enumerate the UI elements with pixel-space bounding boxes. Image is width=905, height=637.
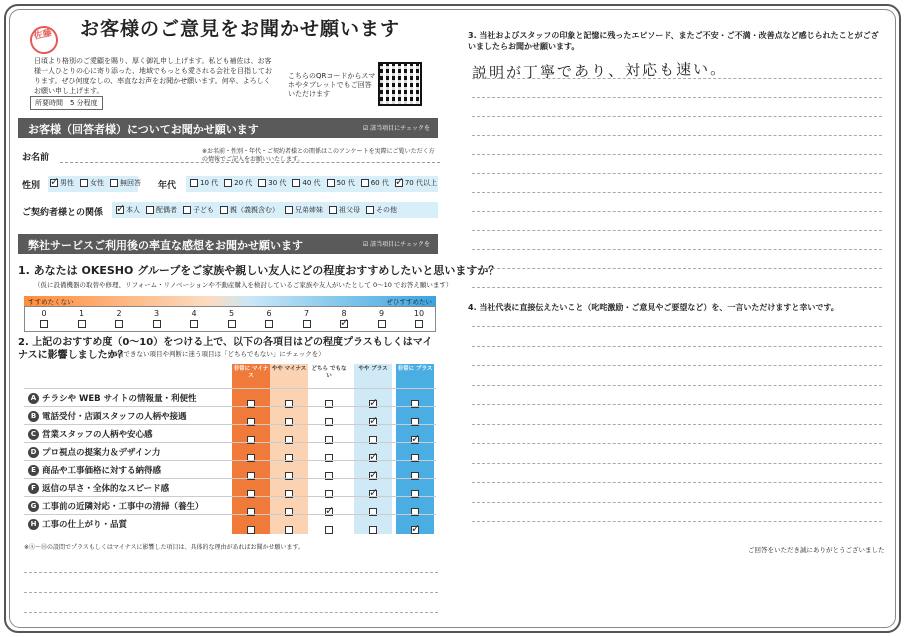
check-mark-icon: ✓ — [50, 175, 60, 188]
gender-checkbox[interactable] — [50, 175, 60, 188]
answer-line — [472, 268, 882, 269]
relation-option-label: 配偶者 — [156, 206, 177, 214]
check-mark-icon: ✓ — [369, 396, 379, 409]
score-checkbox[interactable] — [415, 320, 423, 328]
relation-option-label: 祖父母 — [339, 206, 360, 214]
relation-checkbox[interactable] — [220, 206, 228, 214]
score-option[interactable] — [250, 309, 288, 328]
check-hint: ☑ 該当項目にチェックを — [362, 241, 430, 248]
matrix-row — [24, 478, 436, 499]
item-letter-badge: F — [28, 483, 39, 494]
scale-high-label: ぜひすすめたい — [386, 298, 432, 306]
section-customer-header — [18, 118, 438, 138]
age-option[interactable] — [190, 178, 218, 188]
matrix-checkbox[interactable] — [369, 526, 377, 534]
answer-line — [472, 116, 882, 117]
gender-option[interactable] — [80, 178, 104, 188]
relation-option[interactable] — [116, 202, 140, 215]
age-option[interactable] — [327, 178, 355, 188]
score-label: 5 — [228, 309, 235, 318]
gender-option-label: 男性 — [60, 179, 74, 187]
answer-line — [472, 135, 882, 136]
relation-option[interactable] — [366, 205, 397, 215]
score-option[interactable] — [288, 309, 326, 328]
footnote: ※Ⓐ〜Ⓗの設問でプラスもしくはマイナスに影響した項目は、具体的な理由があればお聞かせ願います。 — [24, 544, 305, 551]
item-letter-badge: H — [28, 519, 39, 530]
matrix-row — [24, 406, 436, 427]
matrix-column-header: どちら でもない — [311, 366, 347, 379]
score-label: 1 — [78, 309, 85, 318]
item-label: チラシや WEB サイトの情報量・利便性 — [42, 394, 197, 404]
matrix-row-label — [28, 500, 204, 512]
age-checkbox[interactable] — [224, 179, 232, 187]
age-label: 年代 — [158, 181, 177, 191]
gender-option[interactable] — [110, 178, 141, 188]
gender-checkbox[interactable] — [110, 179, 118, 187]
item-label: 工事前の近隣対応・工事中の清掃（養生） — [42, 502, 204, 512]
privacy-note: ※お名前・性別・年代・ご契約者様との関係はこのアンケートを実際にご覧いただく方の情報でご記入をお願いいたします。 — [202, 148, 435, 163]
answer-line — [472, 192, 882, 193]
matrix-column-header: やや マイナス — [271, 366, 307, 372]
age-options — [190, 175, 437, 188]
check-mark-icon: ✓ — [411, 432, 421, 445]
score-checkbox[interactable] — [265, 320, 273, 328]
question-2-note: （評価できない項目や判断に迷う項目は「どちらでもない」にチェックを） — [104, 350, 325, 358]
check-mark-icon: ✓ — [340, 316, 350, 329]
score-option[interactable] — [138, 309, 176, 328]
matrix-row-label — [28, 464, 161, 476]
item-letter-badge: C — [28, 429, 39, 440]
relation-option-label: 子ども — [193, 206, 214, 214]
answer-line — [472, 154, 882, 155]
check-mark-icon: ✓ — [116, 202, 126, 215]
qr-code-icon[interactable] — [378, 62, 422, 106]
question-3-handwritten-answer[interactable]: 説明が丁寧であり、対応も速い。 — [471, 59, 728, 83]
answer-line — [472, 463, 882, 464]
relation-option-label: 本人 — [126, 206, 140, 214]
matrix-row-label — [28, 446, 160, 458]
age-checkbox[interactable] — [190, 179, 198, 187]
matrix-cell — [285, 519, 295, 538]
matrix-row — [24, 442, 436, 463]
section-feedback-title: 弊社サービスご利用後の率直な感想をお聞かせ願います — [28, 239, 303, 252]
score-label: 8 — [341, 309, 347, 318]
thanks-text: ご回答をいただき誠にありがとうございました — [748, 546, 885, 554]
relation-checkbox[interactable] — [116, 202, 126, 215]
score-checkbox[interactable] — [78, 320, 86, 328]
answer-line — [472, 385, 882, 386]
relation-checkbox[interactable] — [146, 206, 154, 214]
answer-line — [472, 249, 882, 250]
item-letter-badge: A — [28, 393, 39, 404]
matrix-checkbox[interactable] — [411, 522, 421, 535]
answer-line — [472, 287, 882, 288]
section-customer-title: お客様（回答者様）についてお聞かせ願います — [28, 123, 259, 136]
section-feedback-header — [18, 234, 438, 254]
question-2: 2. 上記のおすすめ度（0〜10）をつける上で、以下の各項目はどの程度プラスもしくはマイナスに影響しましたか？ — [18, 337, 433, 361]
age-option[interactable] — [224, 178, 252, 188]
score-label: 9 — [378, 309, 385, 318]
age-option-label: 60 代 — [370, 179, 389, 187]
item-label: 電話受付・店頭スタッフの人柄や接遇 — [42, 412, 187, 422]
matrix-row-label — [28, 392, 197, 404]
relation-option[interactable] — [146, 205, 177, 215]
impact-matrix — [24, 364, 436, 534]
answer-line — [472, 326, 882, 327]
item-label: 工事の仕上がり・品質 — [42, 520, 128, 530]
question-1: 1. あなたは OKESHO グループをご家族や親しい友人にどの程度おすすめしたいと思いますか？ — [18, 264, 500, 277]
question-1-note: （仮に設備機器の取替や修理、リフォーム・リノベーションや不動産購入を検討しているご家族や友人がいたとして 0〜10 でお答え願います） — [34, 281, 453, 289]
answer-line — [472, 346, 882, 347]
score-option[interactable] — [213, 309, 251, 328]
check-mark-icon: ✓ — [369, 450, 379, 463]
answer-line — [472, 424, 882, 425]
item-letter-badge: E — [28, 465, 39, 476]
relation-checkbox[interactable] — [183, 206, 191, 214]
recommend-scale-bar — [24, 296, 436, 306]
relation-option-label: 兄弟姉妹 — [295, 206, 323, 214]
gender-options — [50, 175, 141, 188]
score-label: 4 — [191, 309, 197, 318]
matrix-row-label — [28, 428, 153, 440]
score-options — [24, 306, 436, 332]
answer-line — [472, 365, 882, 366]
relation-label: ご契約者様との関係 — [22, 208, 104, 218]
question-3: 3. 当社およびスタッフの印象と記憶に残ったエピソード、またご不安・ご不満・改善点など感じられたことがございましたらお聞かせ願います。 — [468, 31, 879, 51]
item-label: 営業スタッフの人柄や安心感 — [42, 430, 153, 440]
matrix-row — [24, 460, 436, 481]
relation-option[interactable] — [183, 205, 214, 215]
relation-checkbox[interactable] — [285, 206, 293, 214]
check-mark-icon: ✓ — [411, 522, 421, 535]
company-seal-stamp: 佐藤 — [27, 23, 60, 56]
score-option[interactable] — [63, 309, 101, 328]
matrix-row-label — [28, 410, 187, 422]
score-label: 2 — [116, 309, 122, 318]
age-option[interactable] — [292, 178, 320, 188]
score-label: 10 — [413, 309, 425, 318]
age-checkbox[interactable] — [394, 175, 405, 188]
check-mark-icon: ✓ — [369, 468, 379, 481]
matrix-row-label — [28, 482, 169, 494]
gender-option-label: 無回答 — [120, 179, 141, 187]
score-checkbox[interactable] — [378, 320, 386, 328]
score-label: 6 — [266, 309, 272, 318]
relation-checkbox[interactable] — [329, 206, 337, 214]
matrix-cell — [325, 519, 335, 538]
gender-checkbox[interactable] — [80, 179, 88, 187]
item-label: 商品や工事価格に対する納得感 — [42, 466, 162, 476]
score-checkbox[interactable] — [190, 320, 198, 328]
answer-line — [472, 173, 882, 174]
scale-low-label: すすめたくない — [28, 298, 74, 306]
answer-line — [472, 502, 882, 503]
score-label: 3 — [153, 309, 160, 318]
check-mark-icon: ✓ — [369, 414, 379, 427]
check-mark-icon: ✓ — [369, 486, 379, 499]
item-letter-badge: D — [28, 447, 39, 458]
score-checkbox[interactable] — [228, 320, 236, 328]
matrix-row-label — [28, 518, 127, 530]
score-option[interactable] — [25, 309, 63, 328]
score-option[interactable] — [400, 309, 438, 328]
qr-instruction: こちらのQRコードからスマホやタブレットでもご回答いただけます — [288, 72, 376, 98]
answer-line — [472, 443, 882, 444]
name-label: お名前 — [22, 153, 50, 163]
answer-line — [472, 404, 882, 405]
matrix-checkbox[interactable] — [285, 526, 293, 534]
age-option[interactable] — [394, 175, 437, 188]
item-letter-badge: G — [28, 501, 39, 512]
score-checkbox[interactable] — [40, 320, 48, 328]
age-checkbox[interactable] — [258, 179, 266, 187]
age-option-label: 10 代 — [200, 179, 219, 187]
matrix-checkbox[interactable] — [325, 526, 333, 534]
age-option[interactable] — [258, 178, 286, 188]
item-label: プロ視点の提案力＆デザイン力 — [42, 448, 161, 458]
gender-option-label: 女性 — [90, 179, 104, 187]
matrix-row — [24, 514, 436, 535]
age-option-label: 30 代 — [268, 179, 287, 187]
matrix-row — [24, 388, 436, 409]
score-label: 0 — [41, 309, 47, 318]
item-letter-badge: B — [28, 411, 39, 422]
relation-option[interactable] — [329, 205, 360, 215]
question-4: 4. 当社代表に直接伝えたいこと（叱咤激励・ご意見やご要望など）を、一言いただけますと幸いです。 — [468, 303, 839, 312]
matrix-cell — [411, 519, 421, 538]
age-checkbox[interactable] — [292, 179, 300, 187]
score-option[interactable] — [100, 309, 138, 328]
age-option-label: 50 代 — [336, 179, 355, 187]
score-checkbox[interactable] — [340, 316, 350, 329]
item-label: 返信の早さ・全体的なスピード感 — [42, 484, 170, 494]
relation-options — [116, 202, 397, 215]
answer-line — [472, 78, 882, 79]
score-option[interactable] — [175, 309, 213, 328]
intro-text: 日頃より格別のご愛顧を賜り、厚く御礼申し上げます。私ども補佐は、お客様一人ひとりの心に寄り添った、地域でもっとも愛される会社を目指しております。ぜひ何度なしの、率直なお声をお聞かせ願います。何卒、よろしくお願い申し上げます。 — [34, 57, 272, 95]
relation-checkbox[interactable] — [366, 206, 374, 214]
answer-line — [472, 211, 882, 212]
answer-line — [472, 482, 882, 483]
matrix-row — [24, 424, 436, 445]
matrix-cell — [247, 519, 257, 538]
score-option[interactable] — [363, 309, 401, 328]
score-option[interactable] — [325, 309, 363, 328]
score-label: 7 — [303, 309, 310, 318]
answer-line — [472, 230, 882, 231]
check-mark-icon: ✓ — [325, 504, 335, 517]
age-option-label: 70 代以上 — [404, 179, 437, 187]
score-checkbox[interactable] — [115, 320, 123, 328]
check-hint: ☑ 該当項目にチェックを — [362, 125, 430, 132]
matrix-column-header: 非常に プラス — [397, 366, 433, 372]
relation-option[interactable] — [285, 205, 323, 215]
score-checkbox[interactable] — [303, 320, 311, 328]
relation-option[interactable] — [220, 205, 279, 215]
age-option-label: 20 代 — [234, 179, 253, 187]
gender-option[interactable] — [50, 175, 74, 188]
age-checkbox[interactable] — [327, 179, 335, 187]
relation-option-label: その他 — [376, 206, 397, 214]
age-checkbox[interactable] — [361, 179, 369, 187]
check-mark-icon: ✓ — [394, 175, 405, 188]
matrix-checkbox[interactable] — [247, 526, 255, 534]
relation-option-label: 親（義親含む） — [230, 206, 279, 214]
age-option[interactable] — [361, 178, 389, 188]
matrix-cell — [369, 519, 379, 538]
matrix-row — [24, 496, 436, 517]
answer-line — [472, 521, 882, 522]
matrix-column-header: やや プラス — [358, 366, 388, 372]
gender-label: 性別 — [22, 181, 41, 191]
page-title: お客様のご意見をお聞かせ願います — [80, 18, 401, 40]
matrix-column-header: 非常に マイナス — [233, 366, 269, 379]
age-option-label: 40 代 — [302, 179, 321, 187]
time-required-label: 所要時間 5 分程度 — [30, 96, 103, 110]
score-checkbox[interactable] — [153, 320, 161, 328]
answer-line — [472, 97, 882, 98]
